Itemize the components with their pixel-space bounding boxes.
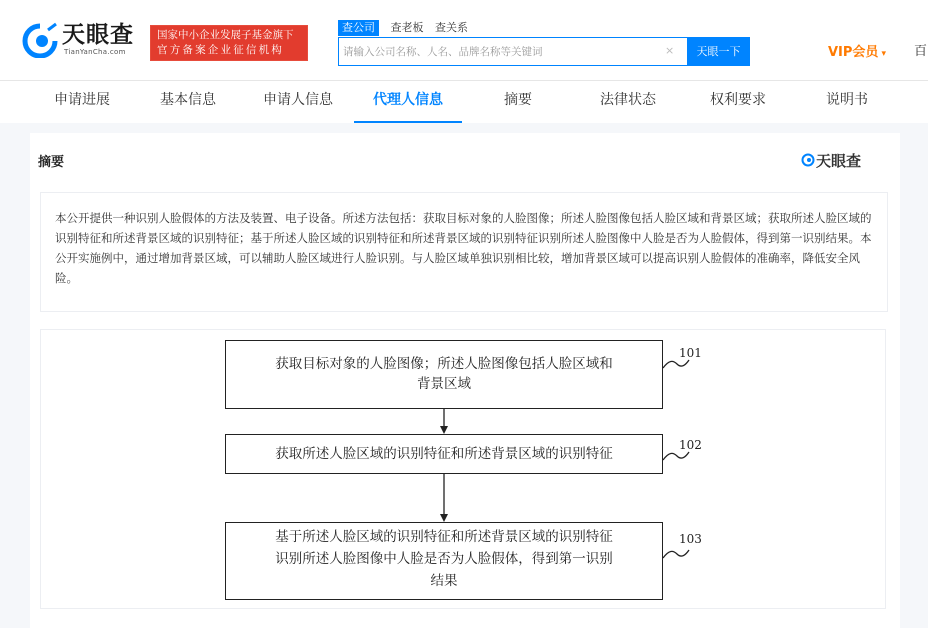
search-tab-company[interactable]: 查公司 — [338, 20, 379, 36]
search-button[interactable]: 天眼一下 — [687, 37, 750, 66]
search-tab-boss[interactable]: 查老板 — [390, 21, 424, 34]
vip-label: VIP会员 — [828, 45, 879, 60]
tab-applicant-info[interactable]: 申请人信息 — [263, 92, 333, 108]
vip-menu[interactable] — [828, 41, 886, 60]
tab-legal-status[interactable]: 法律状态 — [600, 92, 656, 108]
abstract-text: 本公开提供一种识别人脸假体的方法及装置、电子设备。所述方法包括：获取目标对象的人脸图像；所述人脸图像包括人脸区域和背景区域；获取所述人脸区域的识别特征和所述背景区域的识别特征；基于所述人脸区域的识别特征和所述背景区域的识别特征识别所述人脸图像中人脸是否为人脸假体，得到第一识别结果。本公开实施例中，通过增加背景区域，可以辅助人脸区域进行人脸识别。与人脸区域单独识别相比较，增加背景区域可以提高识别人脸假体的准确率，降低安全风险。 — [40, 192, 888, 312]
flow-step-102 — [225, 434, 663, 474]
patent-tabs — [0, 81, 928, 123]
search-input[interactable] — [343, 38, 663, 65]
logo-text: 天眼查 — [62, 22, 134, 48]
logo-subtext: TianYanCha.com — [64, 48, 126, 56]
search-tab-relation[interactable]: 查关系 — [435, 21, 468, 34]
gov-badge-line1: 国家中小企业发展子基金旗下 — [157, 29, 294, 41]
tianyancha-watermark-icon — [801, 153, 815, 167]
flow-step-103-line2: 识别所述人脸图像中人脸是否为人脸假体，得到第一识别 — [275, 551, 613, 567]
watermark-text: 天眼查 — [816, 152, 862, 170]
flow-label-101: 101 — [679, 346, 702, 360]
gov-badge-line2: 官方备案企业征信机构 — [157, 44, 284, 56]
flow-step-103-line3: 结果 — [430, 573, 458, 589]
search-box — [338, 37, 750, 66]
tianyancha-logo-icon — [22, 22, 58, 58]
flow-label-103: 103 — [679, 532, 702, 546]
chevron-down-icon: ▾ — [881, 49, 886, 59]
search-tabs — [338, 20, 476, 36]
abstract-figure — [40, 329, 886, 609]
flow-step-101-line2: 背景区域 — [417, 376, 471, 392]
flow-step-101-line1: 获取目标对象的人脸图像；所述人脸图像包括人脸区域和 — [275, 356, 613, 372]
flow-step-103-line1: 基于所述人脸区域的识别特征和所述背景区域的识别特征 — [275, 529, 613, 545]
search-area — [338, 20, 758, 66]
tab-abstract[interactable]: 摘要 — [504, 92, 532, 108]
tianyancha-logo[interactable] — [22, 22, 146, 62]
abstract-card — [30, 133, 900, 628]
tab-description[interactable]: 说明书 — [826, 92, 868, 108]
tab-basic-info[interactable]: 基本信息 — [160, 92, 216, 108]
tianyancha-watermark — [816, 150, 861, 171]
tab-application-progress[interactable]: 申请进展 — [54, 92, 110, 108]
top-header — [0, 0, 928, 80]
flow-label-102: 102 — [679, 438, 702, 452]
clear-icon[interactable]: × — [665, 44, 675, 57]
flow-step-101 — [225, 340, 663, 409]
gov-badge — [150, 25, 308, 61]
flow-step-102-line1: 获取所述人脸区域的识别特征和所述背景区域的识别特征 — [275, 446, 613, 462]
flow-step-103 — [225, 522, 663, 600]
header-more-link[interactable]: 百 — [914, 44, 928, 59]
tab-agent-info[interactable]: 代理人信息 — [354, 81, 462, 123]
tab-claims[interactable]: 权利要求 — [710, 92, 766, 108]
section-title: 摘要 — [38, 155, 65, 170]
